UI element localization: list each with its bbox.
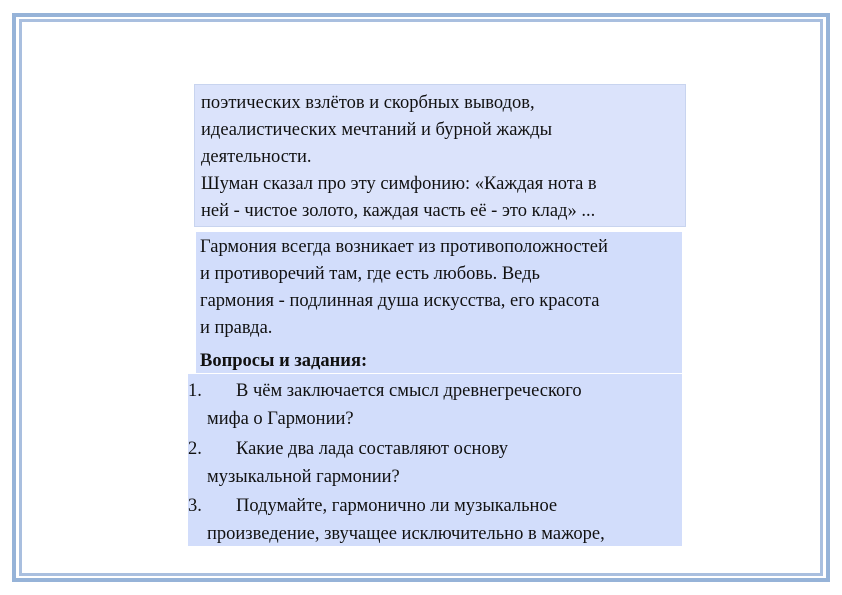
text-line: гармония - подлинная душа искусства, его красота xyxy=(200,291,600,311)
harmony-paragraph xyxy=(196,232,682,373)
text-line: ней - чистое золото, каждая часть её - это клад» ... xyxy=(201,201,596,221)
item-text: Какие два лада составляют основу xyxy=(236,439,509,459)
item-text: мифа о Гармонии? xyxy=(207,409,354,429)
item-text: В чём заключается смысл древнегреческого xyxy=(236,381,582,401)
questions-list xyxy=(188,374,682,546)
text-line: идеалистических мечтаний и бурной жажды xyxy=(201,120,553,140)
quote-paragraph xyxy=(194,84,686,227)
text-line: деятельности. xyxy=(201,147,312,167)
item-number: 3. xyxy=(188,496,202,516)
text-line: Шуман сказал про эту симфонию: «Каждая нота в xyxy=(201,174,597,194)
item-text: музыкальной гармонии? xyxy=(207,467,400,487)
item-number: 1. xyxy=(188,381,202,401)
text-line: и противоречий там, где есть любовь. Ведь xyxy=(200,264,540,284)
questions-heading: Вопросы и задания: xyxy=(200,351,368,371)
text-line: Гармония всегда возникает из противоположностей xyxy=(200,237,608,257)
item-text: произведение, звучащее исключительно в мажоре, xyxy=(207,524,605,544)
item-text: Подумайте, гармонично ли музыкальное xyxy=(236,496,558,516)
text-line: поэтических взлётов и скорбных выводов, xyxy=(201,93,535,113)
text-line: и правда. xyxy=(200,318,273,338)
item-number: 2. xyxy=(188,439,202,459)
